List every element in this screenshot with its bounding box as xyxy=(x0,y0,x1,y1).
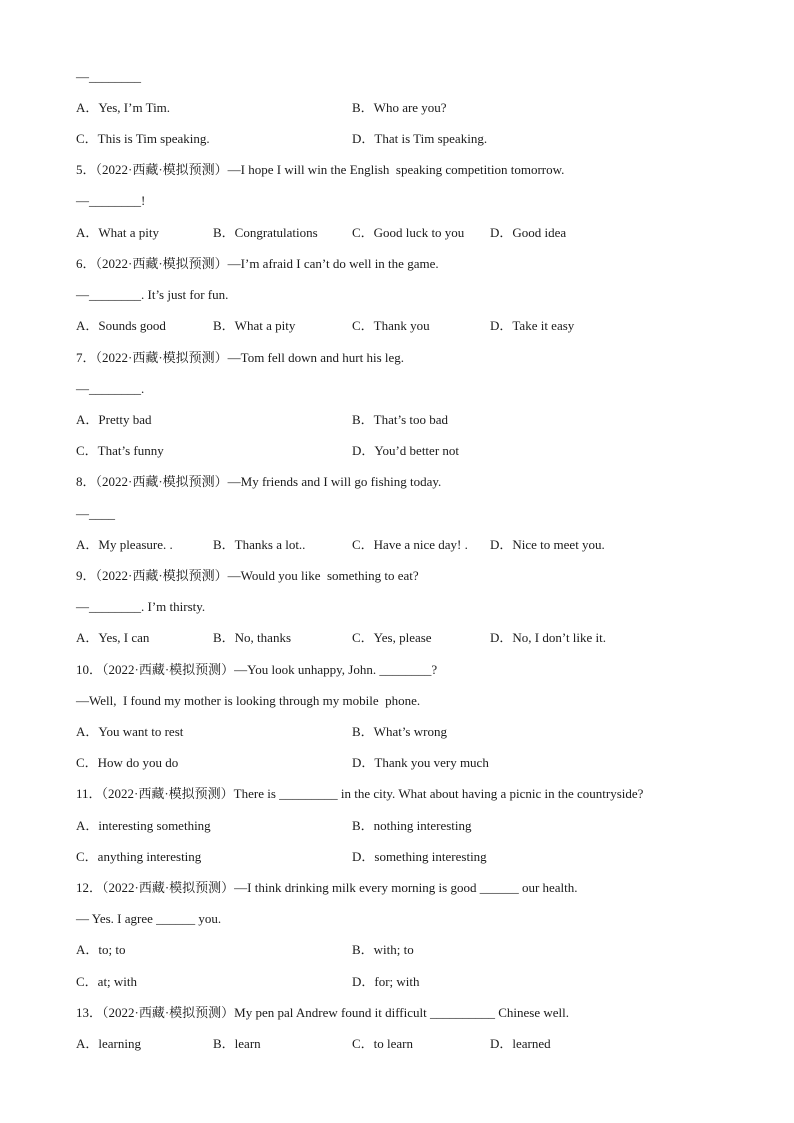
q4-option-b: B．Who are you? xyxy=(352,100,447,115)
q9-option-b: B．No, thanks xyxy=(213,630,292,645)
q5-option-d: D．Good idea xyxy=(490,225,567,240)
q7-options-row-1 xyxy=(76,412,736,428)
q4-answer-blank: —________ xyxy=(76,69,141,84)
q8-answer-blank: —____ xyxy=(76,506,115,521)
q9-options-row xyxy=(76,630,736,646)
q11-option-d: D．something interesting xyxy=(352,849,487,864)
q7-option-a: A．Pretty bad xyxy=(76,412,152,427)
q11-options-row-1 xyxy=(76,818,736,834)
q5-answer-blank: —________! xyxy=(76,193,146,208)
q8-stem: 8．（2022·西藏·模拟预测）—My friends and I will go fishing today. xyxy=(76,474,442,489)
q8-option-a: A．My pleasure. . xyxy=(76,537,173,552)
q11-option-b: B．nothing interesting xyxy=(352,818,472,833)
q10-option-b: B．What’s wrong xyxy=(352,724,447,739)
q6-option-c: C．Thank you xyxy=(352,318,430,333)
q7-option-c: C．That’s funny xyxy=(76,443,164,458)
q10-option-d: D．Thank you very much xyxy=(352,755,489,770)
q5-stem: 5．（2022·西藏·模拟预测）—I hope I will win the English speaking competition tomorrow. xyxy=(76,162,565,177)
q12-option-a: A．to; to xyxy=(76,942,126,957)
q11-option-c: C．anything interesting xyxy=(76,849,202,864)
q6-answer-blank: —________. It’s just for fun. xyxy=(76,287,229,302)
q11-option-a: A．interesting something xyxy=(76,818,211,833)
q4-option-d: D．That is Tim speaking. xyxy=(352,131,488,146)
q10-reply: —Well, I found my mother is looking through my mobile phone. xyxy=(76,693,421,708)
q6-options-row xyxy=(76,318,736,334)
q12-option-d: D．for; with xyxy=(352,974,420,989)
q4-options-row-1 xyxy=(76,100,736,116)
q11-stem: 11．（2022·西藏·模拟预测）There is _________ in the city. What about having a picnic in the countryside? xyxy=(76,786,644,801)
q7-options-row-2 xyxy=(76,443,736,459)
q6-option-a: A．Sounds good xyxy=(76,318,166,333)
q9-option-d: D．No, I don’t like it. xyxy=(490,630,607,645)
q12-option-c: C．at; with xyxy=(76,974,138,989)
q12-options-row-2 xyxy=(76,974,736,990)
q5-option-c: C．Good luck to you xyxy=(352,225,465,240)
q5-option-b: B．Congratulations xyxy=(213,225,318,240)
q13-option-b: B．learn xyxy=(213,1036,261,1051)
q8-option-d: D．Nice to meet you. xyxy=(490,537,605,552)
q10-option-a: A．You want to rest xyxy=(76,724,184,739)
q9-stem: 9．（2022·西藏·模拟预测）—Would you like something to eat? xyxy=(76,568,419,583)
q9-option-a: A．Yes, I can xyxy=(76,630,150,645)
q7-answer-blank: —________. xyxy=(76,381,145,396)
q13-option-a: A．learning xyxy=(76,1036,141,1051)
q13-stem: 13．（2022·西藏·模拟预测）My pen pal Andrew found it difficult __________ Chinese well. xyxy=(76,1005,569,1020)
q8-option-c: C．Have a nice day! . xyxy=(352,537,468,552)
q11-options-row-2 xyxy=(76,849,736,865)
q4-options-row-2 xyxy=(76,131,736,147)
q12-reply: — Yes. I agree ______ you. xyxy=(76,911,222,926)
q12-option-b: B．with; to xyxy=(352,942,414,957)
q13-option-c: C．to learn xyxy=(352,1036,414,1051)
q6-option-d: D．Take it easy xyxy=(490,318,575,333)
q7-stem: 7．（2022·西藏·模拟预测）—Tom fell down and hurt his leg. xyxy=(76,350,405,365)
q8-option-b: B．Thanks a lot.. xyxy=(213,537,306,552)
q7-option-b: B．That’s too bad xyxy=(352,412,449,427)
q8-options-row xyxy=(76,537,736,553)
q13-option-d: D．learned xyxy=(490,1036,551,1051)
q7-option-d: D．You’d better not xyxy=(352,443,460,458)
q9-answer-blank: —________. I’m thirsty. xyxy=(76,599,206,614)
q6-stem: 6．（2022·西藏·模拟预测）—I’m afraid I can’t do well in the game. xyxy=(76,256,439,271)
q4-option-c: C．This is Tim speaking. xyxy=(76,131,210,146)
q5-options-row xyxy=(76,225,736,241)
q13-options-row xyxy=(76,1036,736,1052)
q10-options-row-1 xyxy=(76,724,736,740)
q4-option-a: A．Yes, I’m Tim. xyxy=(76,100,171,115)
q12-stem: 12．（2022·西藏·模拟预测）—I think drinking milk every morning is good ______ our health. xyxy=(76,880,578,895)
q9-option-c: C．Yes, please xyxy=(352,630,432,645)
q10-stem: 10．（2022·西藏·模拟预测）—You look unhappy, John. ________? xyxy=(76,662,438,677)
q10-options-row-2 xyxy=(76,755,736,771)
q10-option-c: C．How do you do xyxy=(76,755,179,770)
q5-option-a: A．What a pity xyxy=(76,225,160,240)
q12-options-row-1 xyxy=(76,942,736,958)
q6-option-b: B．What a pity xyxy=(213,318,296,333)
